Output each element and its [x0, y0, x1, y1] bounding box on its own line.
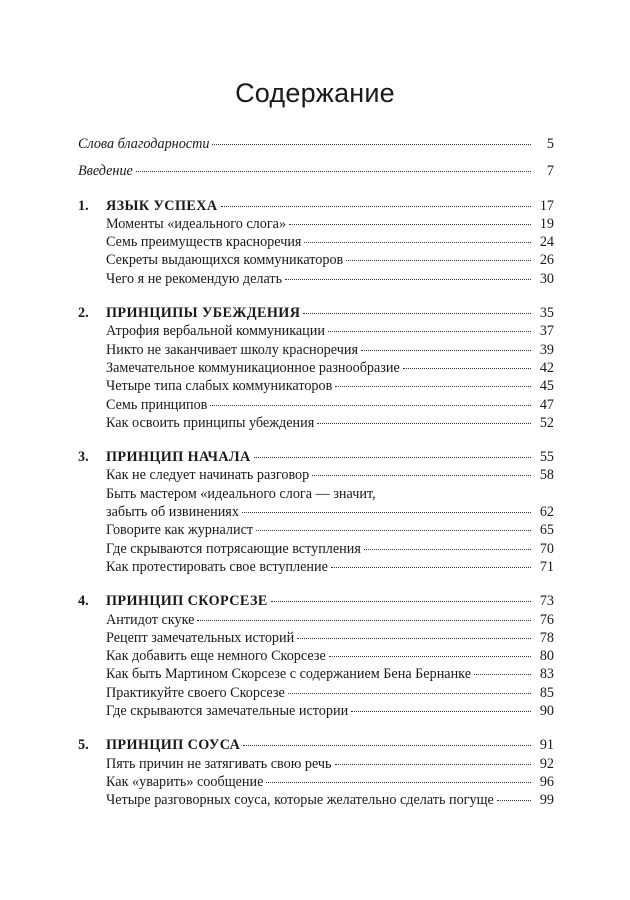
toc-entry-title: Чего я не рекомендую делать	[106, 270, 283, 287]
dot-leader	[285, 279, 531, 280]
dot-leader	[243, 745, 531, 746]
dot-leader	[136, 171, 531, 172]
toc-entry[interactable]	[78, 270, 554, 288]
dot-leader	[197, 620, 531, 621]
dot-leader	[351, 711, 531, 712]
toc-entry-title: Четыре разговорных соуса, которые желательно сделать погуще	[106, 792, 494, 809]
toc-entry-title: Атрофия вербальной коммуникации	[106, 323, 325, 340]
toc-entry[interactable]	[78, 233, 554, 251]
dot-leader	[256, 530, 531, 531]
chapter-heading[interactable]	[78, 448, 554, 466]
toc-entry-page: 52	[539, 414, 554, 431]
toc-entry-title: Где скрываются потрясающие вступления	[106, 540, 361, 557]
dot-leader	[289, 224, 531, 225]
dot-leader	[346, 260, 531, 261]
dot-leader	[335, 764, 532, 765]
chapter-page: 35	[539, 305, 554, 322]
toc-entry-page: 37	[539, 323, 554, 340]
toc-entry-title: Антидот скуке	[106, 611, 195, 628]
toc-entry-title: забыть об извинениях	[106, 504, 239, 521]
chapter-page: 17	[539, 197, 554, 214]
toc-entry[interactable]	[78, 558, 554, 576]
dot-leader	[497, 800, 531, 801]
toc-entry[interactable]	[78, 414, 554, 432]
chapter-page: 73	[539, 593, 554, 610]
toc-entry[interactable]	[78, 251, 554, 269]
toc-entry-title: Секреты выдающихся коммуникаторов	[106, 252, 344, 269]
toc-entry-title: Как протестировать свое вступление	[106, 558, 328, 575]
chapter-number: 2.	[78, 305, 89, 322]
toc-entry-page: 5	[546, 136, 554, 152]
chapter-title: ЯЗЫК УСПЕХА	[106, 197, 218, 214]
chapter-number: 5.	[78, 737, 89, 754]
dot-leader	[297, 638, 531, 639]
chapter-page: 55	[539, 449, 554, 466]
toc-entry-page: 76	[539, 611, 554, 628]
toc-entry[interactable]	[78, 540, 554, 558]
dot-leader	[254, 457, 531, 458]
toc-entry[interactable]	[78, 773, 554, 791]
toc-entry[interactable]	[78, 359, 554, 377]
toc-entry[interactable]	[78, 629, 554, 647]
toc-entry[interactable]	[78, 647, 554, 665]
toc-entry-page: 70	[539, 540, 554, 557]
toc-entry-title: Слова благодарности	[78, 136, 210, 152]
dot-leader	[317, 423, 531, 424]
chapter-number: 3.	[78, 449, 89, 466]
toc-entry-page: 71	[539, 558, 554, 575]
dot-leader	[364, 549, 531, 550]
toc-entry-title: Быть мастером «идеального слога — значит,	[106, 485, 376, 502]
toc-entry-title: Говорите как журналист	[106, 522, 254, 539]
toc-entry-title: Как освоить принципы убеждения	[106, 414, 315, 431]
toc-entry-title: Никто не заканчивает школу красноречия	[106, 341, 358, 358]
toc-entry-page: 42	[539, 359, 554, 376]
dot-leader	[210, 405, 531, 406]
dot-leader	[335, 386, 531, 387]
toc-entry-page: 45	[539, 378, 554, 395]
chapter-number: 4.	[78, 593, 89, 610]
toc-entry-title: Моменты «идеального слога»	[106, 215, 287, 232]
table-of-contents	[78, 135, 554, 810]
dot-leader	[329, 656, 531, 657]
toc-entry-page: 90	[539, 703, 554, 720]
toc-entry[interactable]	[78, 215, 554, 233]
toc-entry-page: 19	[539, 215, 554, 232]
chapter-title: ПРИНЦИП НАЧАЛА	[106, 449, 251, 466]
chapter-heading[interactable]	[78, 197, 554, 215]
toc-entry-title: Четыре типа слабых коммуникаторов	[106, 378, 333, 395]
toc-entry[interactable]	[78, 791, 554, 809]
toc-entry-title: Как «уварить» сообщение	[106, 773, 264, 790]
toc-entry-page: 30	[539, 270, 554, 287]
chapter-heading[interactable]	[78, 592, 554, 610]
page-title: Содержание	[235, 78, 395, 108]
toc-entry-title: Рецепт замечательных историй	[106, 629, 295, 646]
toc-entry-title: Как добавить еще немного Скорсезе	[106, 648, 326, 665]
chapter-heading[interactable]	[78, 736, 554, 754]
toc-entry-page: 65	[539, 522, 554, 539]
toc-entry-page: 83	[539, 666, 554, 683]
toc-entry-page: 47	[539, 396, 554, 413]
toc-entry-title: Замечательное коммуникационное разнообразие	[106, 359, 400, 376]
toc-entry-page: 99	[539, 792, 554, 809]
toc-entry[interactable]	[78, 322, 554, 340]
toc-entry-page: 92	[539, 755, 554, 772]
toc-entry-page: 78	[539, 629, 554, 646]
toc-entry[interactable]	[78, 377, 554, 395]
toc-entry[interactable]	[78, 521, 554, 539]
toc-entry-title: Введение	[78, 163, 133, 180]
toc-entry[interactable]	[78, 341, 554, 359]
toc-entry-title: Пять причин не затягивать свою речь	[106, 755, 332, 772]
toc-entry-page: 7	[546, 163, 554, 180]
toc-entry[interactable]	[78, 503, 554, 521]
toc-entry-title: Семь принципов	[106, 396, 208, 413]
toc-entry[interactable]	[78, 684, 554, 702]
toc-entry[interactable]	[78, 396, 554, 414]
dot-leader	[212, 144, 531, 145]
dot-leader	[288, 693, 531, 694]
toc-entry-page: 24	[539, 234, 554, 251]
toc-entry-title: Практикуйте своего Скорсезе	[106, 684, 285, 701]
chapter-heading[interactable]	[78, 304, 554, 322]
toc-entry-page: 85	[539, 684, 554, 701]
toc-entry-page: 26	[539, 252, 554, 269]
chapter-title: ПРИНЦИП СОУСА	[106, 737, 241, 754]
toc-entry[interactable]	[78, 611, 554, 629]
dot-leader	[312, 475, 531, 476]
toc-entry[interactable]	[78, 665, 554, 683]
toc-entry[interactable]	[78, 135, 554, 153]
dot-leader	[331, 567, 531, 568]
dot-leader	[242, 512, 531, 513]
dot-leader	[221, 206, 531, 207]
chapter-page: 91	[539, 737, 554, 754]
toc-entry-page: 39	[539, 341, 554, 358]
toc-entry[interactable]	[78, 466, 554, 484]
dot-leader	[266, 782, 531, 783]
chapter-number: 1.	[78, 197, 89, 214]
toc-entry-title: Где скрываются замечательные истории	[106, 703, 349, 720]
toc-entry-page: 62	[539, 504, 554, 521]
dot-leader	[474, 674, 531, 675]
toc-entry-title: Семь преимуществ красноречия	[106, 234, 302, 251]
toc-entry-title: Как быть Мартином Скорсезе с содержанием Бена Бернанке	[106, 666, 472, 683]
toc-entry[interactable]	[78, 485, 554, 503]
dot-leader	[303, 313, 531, 314]
chapter-title: ПРИНЦИПЫ УБЕЖДЕНИЯ	[106, 305, 301, 322]
dot-leader	[304, 242, 531, 243]
dot-leader	[328, 331, 531, 332]
toc-entry-page: 58	[539, 467, 554, 484]
toc-entry[interactable]	[78, 162, 554, 180]
dot-leader	[271, 601, 531, 602]
dot-leader	[403, 368, 531, 369]
toc-entry-page: 96	[539, 773, 554, 790]
dot-leader	[361, 350, 531, 351]
toc-entry[interactable]	[78, 755, 554, 773]
toc-entry[interactable]	[78, 702, 554, 720]
toc-entry-title: Как не следует начинать разговор	[106, 467, 310, 484]
chapter-title: ПРИНЦИП СКОРСЕЗЕ	[106, 593, 268, 610]
toc-entry-page: 80	[539, 648, 554, 665]
